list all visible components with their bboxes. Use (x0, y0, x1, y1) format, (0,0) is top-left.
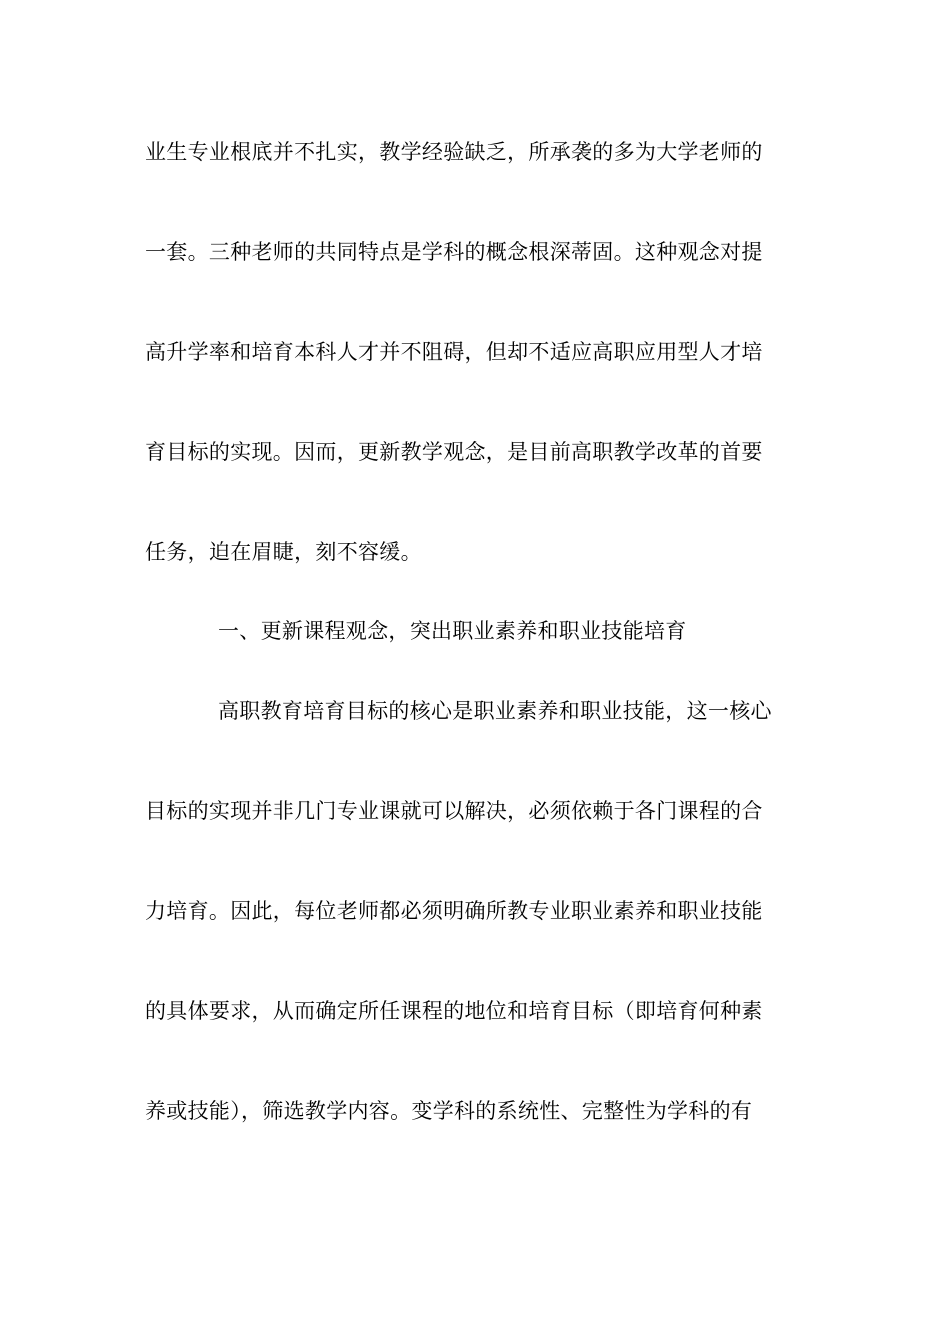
text-line: 养或技能），筛选教学内容。变学科的系统性、完整性为学科的有 (145, 1099, 753, 1123)
text-line: 的具体要求，从而确定所任课程的地位和培育目标（即培育何种素 (145, 999, 763, 1023)
text-line: 力培育。因此，每位老师都必须明确所教专业职业素养和职业技能 (145, 899, 763, 923)
text-line: 高升学率和培育本科人才并不阻碍，但却不适应高职应用型人才培 (145, 340, 763, 364)
text-line: 一套。三种老师的共同特点是学科的概念根深蒂固。这种观念对提 (145, 240, 763, 264)
text-line: 育目标的实现。因而，更新教学观念，是目前高职教学改革的首要 (145, 440, 763, 464)
text-line: 业生专业根底并不扎实，教学经验缺乏，所承袭的多为大学老师的 (145, 140, 763, 164)
section-heading: 一、更新课程观念，突出职业素养和职业技能培育 (218, 619, 687, 643)
text-line: 目标的实现并非几门专业课就可以解决，必须依赖于各门课程的合 (145, 799, 763, 823)
text-line: 任务，迫在眉睫，刻不容缓。 (145, 540, 422, 564)
paragraph-first-line: 高职教育培育目标的核心是职业素养和职业技能，这一核心 (218, 699, 772, 723)
